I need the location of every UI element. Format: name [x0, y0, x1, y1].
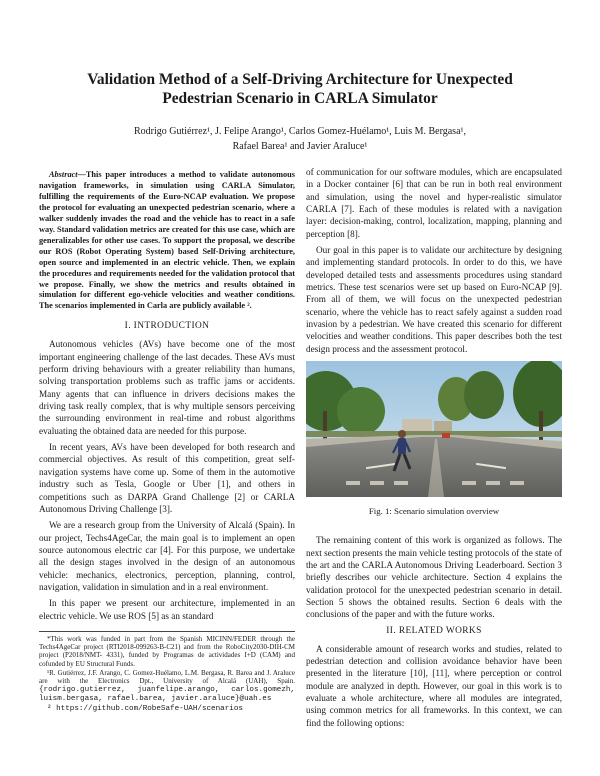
title-line-2: Pedestrian Scenario in CARLA Simulator: [162, 90, 438, 107]
intro-paragraph: Autonomous vehicles (AVs) have become one of the most important engineering challenge of the last decades. These AVs must perform driving behaviours with a greater reliability than humans, solving transportation problems such as traffic jams or accidents. Many agents that can influence in drivers decisions makes the driving task really complex, that is why multiple sensors perceiving the surrounding environment in real-time and robust algorithms evaluating the obtained data are needed for this purpose.: [39, 339, 295, 436]
abstract: [39, 170, 295, 312]
paper-title: [40, 70, 560, 108]
authors-line-2: Rafael Barea¹ and Javier Araluce¹: [232, 141, 368, 152]
footnote-repository-link[interactable]: ² https://github.com/RobeSafe-UAH/scenarios: [47, 704, 243, 713]
right-column: [306, 166, 562, 733]
scenario-simulation-image: [306, 361, 562, 497]
intro-paragraph: In this paper we present our architecture, implemented in an electric vehicle. We use ROS [5] as an standard: [39, 598, 295, 621]
section-heading-related-works: II. RELATED WORKS: [386, 625, 482, 636]
intro-paragraph: We are a research group from the University of Alcalá (Spain). In our project, Techs4AgeCar, the main goal is to implement an open source autonomous electric car [4]. For this purpose, we undertake all the design stages involved in the design of an autonomous vehicle: mechanics, electronics, perception, planning, control, navigation, validation in simulation and in a real environment.: [39, 520, 295, 592]
affiliation-text: ¹R. Gutiérrez, J.F. Arango, C. Gomez-Huélamo, L.M. Bergasa, R. Barea and J. Araluce are with the Electronics Dpt., University of Alcalá (UAH), Spain.: [39, 668, 295, 686]
footnote-affiliation: [39, 669, 295, 704]
footnotes: [39, 631, 295, 714]
authors-line-1: Rodrigo Gutiérrez¹, J. Felipe Arango¹, Carlos Gomez-Huélamo¹, Luis M. Bergasa¹,: [133, 126, 467, 137]
author-list: [40, 124, 560, 154]
title-line-1: Validation Method of a Self-Driving Architecture for Unexpected: [87, 71, 513, 88]
body-paragraph: Our goal in this paper is to validate our architecture by designing and implementing standard protocols. In order to do this, we have developed detailed tests and assessments procedures using standard metrics. These test scenarios were set up based on Euro-NCAP [9]. From all of them, we will focus on the unexpected pedestrian scenario, where the vehicle has to react safely against a sudden road invasion by a pedestrian. We have created this scenario for different velocities and weather conditions. This paper describes both the test design process and the assessment protocol.: [306, 245, 562, 354]
left-column: [39, 166, 295, 626]
body-paragraph: The remaining content of this work is organized as follows. The next section presents the main vehicle testing protocols of the state of the art and the CARLA Autonomous Driving Leaderboard. Section 3 briefly describes our vehicle architecture. Section 4 explains the validation protocol for the unexpected pedestrian scenario in detail. Section 5 shows the obtained results. Section 6 deals with the conclusions of the paper and with the future works.: [306, 535, 562, 620]
abstract-label: Abstract: [49, 170, 78, 179]
scenario-figure: [306, 361, 562, 497]
related-paragraph: A considerable amount of research works and studies, related to pedestrian detection and collision avoidance behavior have been presented in the literature [10], [11], where perception or control module are analyzed in depth. However, our goal in this work is to evaluate a whole architecture, where all modules are integrated, using common metrics for all frameworks. In this context, we can find the following options:: [306, 643, 562, 728]
intro-paragraph: In recent years, AVs have been developed for both research and commercial objectives. As result of this competition, great self-navigation systems have come up. Some of them in the automotive industry such as Tesla, Google or Uber [1], and others in competitions such as DARPA Grand Challenge [2] or CARLA Autonomous Driving Challenge [3].: [39, 442, 295, 514]
footnote-funding: *This work was funded in part from the Spanish MICINN/FEDER through the Techs4AgeCar project (RTI2018-099263-B-C21) and from the RoboCity2030-DIH-CM project (P2018/NMT- 4331), funded by Programas de actividades I+D (CAM) and cofunded by EU Structural Funds.: [39, 635, 295, 668]
body-paragraph: of communication for our software modules, which are encapsulated in a Docker container [6] that can be run in both real environment and simulation, using the novel and hyper-realistic simulator CARLA [7]. Each of these modules is related with a navigation layer: decision-making, control, localization, mapping, planning and perception [8].: [306, 167, 562, 239]
abstract-text: —This paper introduces a method to validate autonomous navigation frameworks, in simulation using CARLA Simulator, fulfilling the requirements of the Euro-NCAP evaluation. We propose the protocol for evaluating an unexpected pedestrian scenario, where a walker suddenly invades the road and the vehicle has to react in a safe way. Standard validation metrics are created for this use case, which are generalizables for other use cases. To support the proposal, we describe our ROS (Robot Operating System) based Self-Driving architecture, open source and implemented in an electric vehicle. Then, we explain the procedures and requirements needed for the validation protocol that we propose. Finally, we show the metrics and results obtained in simulation for different ego-vehicle velocities and weather conditions. The scenarios implemented in Carla are publicly available ².: [39, 170, 295, 311]
author-emails: {rodrigo.gutierrez, juanfelipe.arango, carlos.gomezh, luism.bergasa, rafael.barea, javier.araluce}@uah.es: [39, 686, 295, 704]
figure-caption: Fig. 1: Scenario simulation overview: [368, 506, 500, 517]
section-heading-introduction: I. INTRODUCTION: [124, 321, 210, 332]
